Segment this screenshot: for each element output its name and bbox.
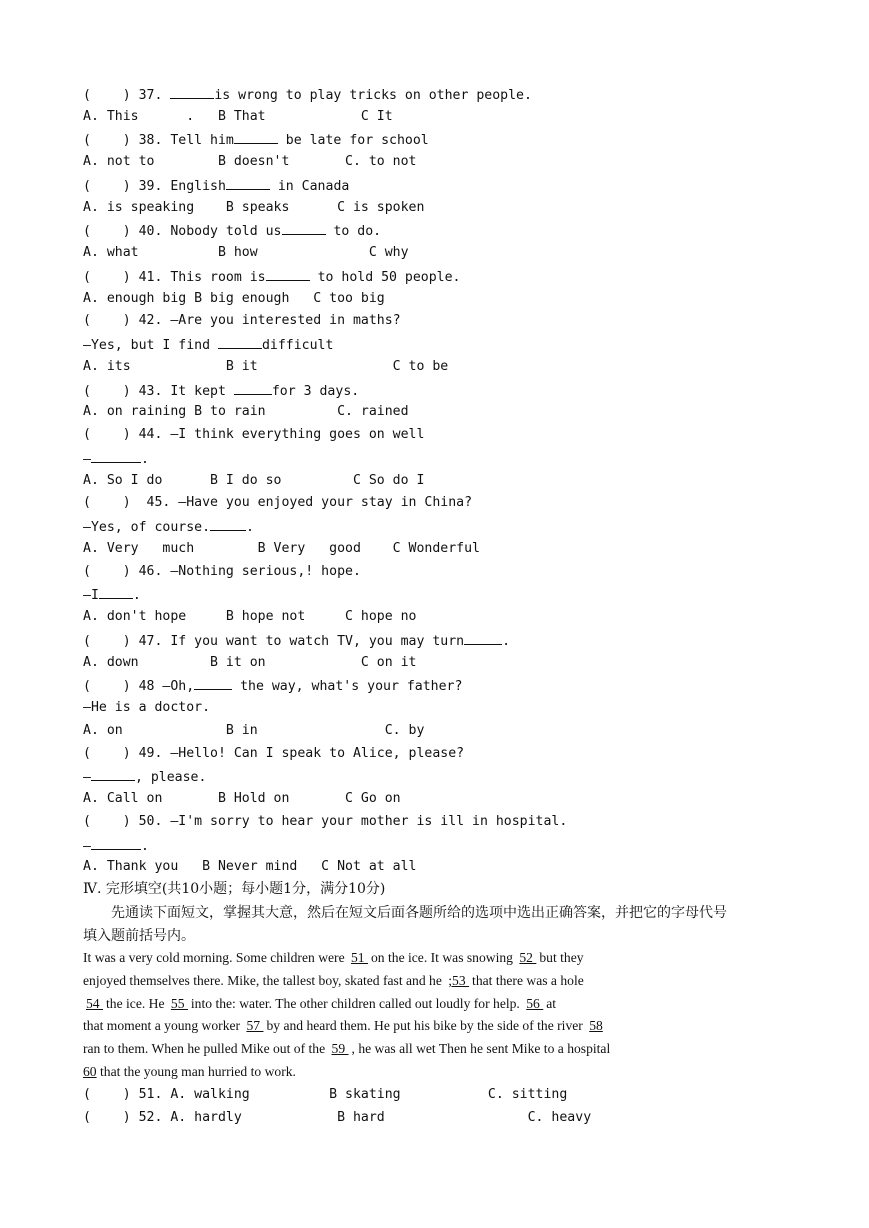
dialogue-50: — . xyxy=(83,836,149,856)
blank-52: 52 xyxy=(519,950,537,965)
options-45: A. Very much B Very good C Wonderful xyxy=(83,541,480,556)
question-38: ( ) 38. Tell him be late for school xyxy=(83,130,429,150)
blank-55: 55 xyxy=(170,995,188,1011)
options-42: A. its B it C to be xyxy=(83,359,449,374)
blank-57: 57 xyxy=(246,1018,264,1034)
cloze-question-51: ( ) 51. A. walking B skating C. sitting xyxy=(83,1087,568,1102)
question-41: ( ) 41. This room is to hold 50 people. xyxy=(83,267,460,287)
cloze-passage xyxy=(83,947,785,1084)
answer-blank xyxy=(234,130,278,144)
question-47: ( ) 47. If you want to watch TV, you may turn . xyxy=(83,631,510,651)
options-49: A. Call on B Hold on C Go on xyxy=(83,791,401,806)
options-38: A. not to B doesn't C. to not xyxy=(83,154,417,169)
passage-line: ran to them. When he pulled Mike out of the 59 , he was all wet Then he sent Mike to a hospital xyxy=(83,1041,611,1057)
question-44: ( ) 44. —I think everything goes on well xyxy=(83,427,425,442)
cloze-question-52: ( ) 52. A. hardly B hard C. heavy xyxy=(83,1110,592,1125)
answer-blank xyxy=(91,767,135,781)
answer-blank xyxy=(194,676,232,690)
blank-59: 59 xyxy=(331,1041,349,1057)
answer-blank xyxy=(218,335,262,349)
section-heading: Ⅳ. 完形填空(共10小题；每小题1分，满分10分) xyxy=(83,881,386,897)
options-39: A. is speaking B speaks C is spoken xyxy=(83,200,425,215)
answer-blank xyxy=(234,381,272,395)
answer-blank xyxy=(282,221,326,235)
options-40: A. what B how C why xyxy=(83,245,409,260)
answer-blank xyxy=(170,85,214,99)
blank-54: 54 xyxy=(86,995,103,1011)
dialogue-48: —He is a doctor. xyxy=(83,700,211,715)
question-42: ( ) 42. —Are you interested in maths? xyxy=(83,313,401,328)
answer-blank xyxy=(210,517,246,531)
passage-line: enjoyed themselves there. Mike, the tallest boy, skated fast and he ;53 that there was a hole xyxy=(83,972,584,988)
passage-line: 54 the ice. He 55 into the: water. The other children called out loudly for help. 56 at xyxy=(83,993,785,1016)
question-39: ( ) 39. English in Canada xyxy=(83,176,349,196)
answer-blank xyxy=(91,449,141,463)
options-43: A. on raining B to rain C. rained xyxy=(83,404,409,419)
options-44: A. So I do B I do so C So do I xyxy=(83,473,425,488)
question-50: ( ) 50. —I'm sorry to hear your mother is ill in hospital. xyxy=(83,814,568,829)
blank-58: 58 xyxy=(589,1018,603,1034)
options-41: A. enough big B big enough C too big xyxy=(83,291,385,306)
answer-blank xyxy=(226,176,270,190)
answer-blank xyxy=(91,836,141,850)
blank-60: 60 xyxy=(83,1063,97,1079)
dialogue-42: —Yes, but I find difficult xyxy=(83,335,333,355)
blank-51: 51 xyxy=(351,950,368,965)
question-37: ( ) 37. is wrong to play tricks on other people. xyxy=(83,85,532,105)
question-46: ( ) 46. —Nothing serious,! hope. xyxy=(83,564,361,579)
question-43: ( ) 43. It kept for 3 days. xyxy=(83,381,359,401)
section-instruction-cont: 填入题前括号内。 xyxy=(83,928,195,944)
dialogue-44: — . xyxy=(83,449,149,469)
options-48: A. on B in C. by xyxy=(83,723,425,738)
question-48: ( ) 48 —Oh, the way, what's your father? xyxy=(83,676,462,696)
blank-53: ;53 xyxy=(448,972,470,988)
blank-56: 56 xyxy=(526,995,544,1011)
passage-line: 60 that the young man hurried to work. xyxy=(83,1063,296,1079)
options-37: A. This . B That C It xyxy=(83,109,393,124)
dialogue-49: — , please. xyxy=(83,767,206,787)
options-47: A. down B it on C on it xyxy=(83,655,417,670)
passage-line: that moment a young worker 57 by and heard them. He put his bike by the side of the river 58 xyxy=(83,1015,785,1038)
answer-blank xyxy=(464,631,502,645)
answer-blank xyxy=(99,585,133,599)
dialogue-45: —Yes, of course. . xyxy=(83,517,254,537)
question-49: ( ) 49. —Hello! Can I speak to Alice, please? xyxy=(83,746,465,761)
options-46: A. don't hope B hope not C hope no xyxy=(83,609,417,624)
question-45: ( ) 45. —Have you enjoyed your stay in China? xyxy=(83,495,473,510)
section-instruction: 先通读下面短文，掌握其大意，然后在短文后面各题所给的选项中选出正确答案，并把它的字母代号 xyxy=(111,905,727,921)
dialogue-46: —I . xyxy=(83,585,141,605)
answer-blank xyxy=(266,267,310,281)
options-50: A. Thank you B Never mind C Not at all xyxy=(83,859,417,874)
question-40: ( ) 40. Nobody told us to do. xyxy=(83,221,381,241)
passage-line: It was a very cold morning. Some children were 51 on the ice. It was snowing 52 but they xyxy=(83,950,584,965)
